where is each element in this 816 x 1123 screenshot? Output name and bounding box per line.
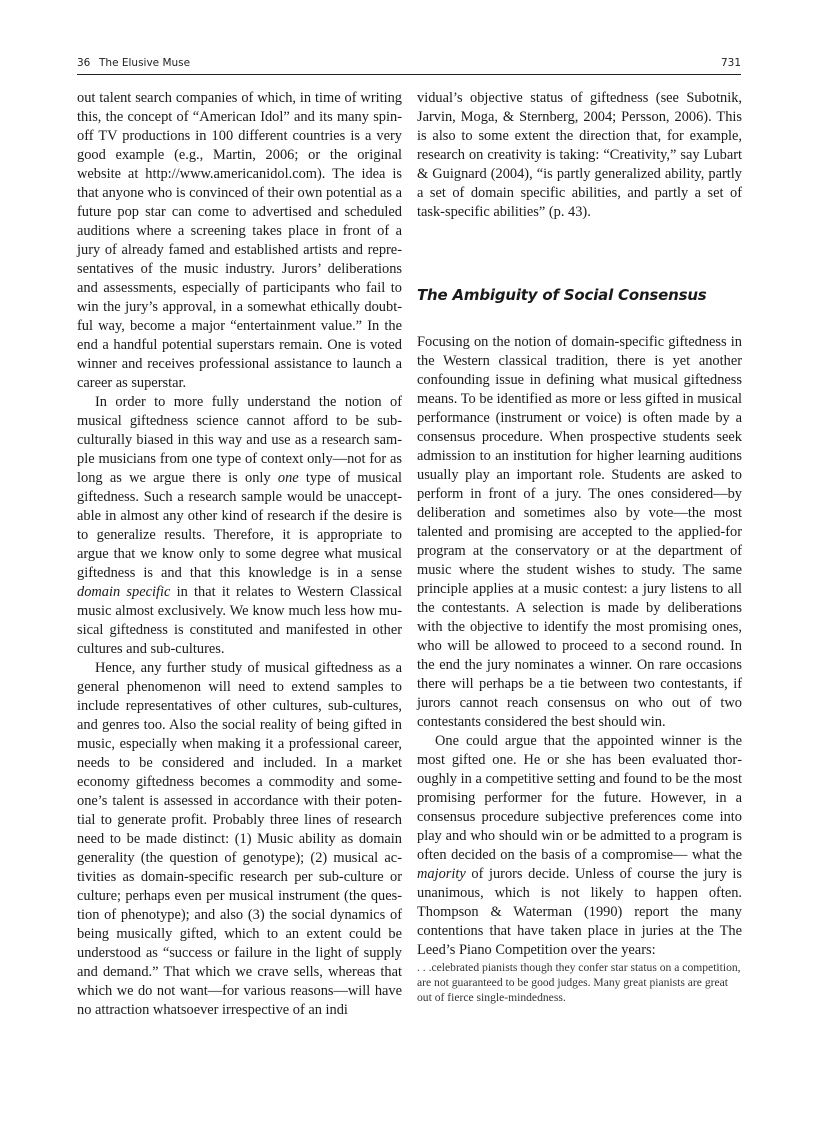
section-heading: The Ambiguity of Social Consensus <box>417 286 707 304</box>
emphasis: one <box>277 470 299 486</box>
paragraph: out talent search companies of which, in time of writing this, the concept of “American Idol” and its many spin-off TV productions in 100 different countries is a very good example (e.g., Martin, 2006; or the original website at http://www.americanidol.com). The idea is that anyone who is convinced of their own potential as a future pop star can come to advertised and scheduled auditions where a screening takes place in front of a jury of already famed and established artists and representatives of the music industry. Jurors’ deliberations and assessments, especially of participants who fail to win the jury’s approval, in a somewhat ethically doubtful way, become a major “entertainment value.” In the end a handful potential superstars remain. One is voted winner and receives professional assistance to launch a career as superstar. <box>77 90 402 391</box>
paragraph: In order to more fully understand the notion of musical giftedness science cannot afford to be subculturally biased in this way and use as a research sample musicians from one type of context only—not for as long as we argue there is only one type of musical giftedness. Such a research sample would be unacceptable in almost any other kind of research if the desire is to generalize results. Therefore, it is appropriate to argue that we know only to some degree what musical giftedness is and that this knowledge is in a sense domain specific in that it relates to Western Classical music almost exclusively. We know much less how musical giftedness is constituted and manifested in other cultures and sub-cultures. <box>77 394 402 657</box>
chapter-title: The Elusive Muse <box>99 57 191 69</box>
emphasis: domain specific <box>77 584 171 600</box>
left-column <box>77 89 402 1020</box>
paragraph: Hence, any further study of musical giftedness as a general phenomenon will need to extend samples to include representatives of other cultures, sub-cultures, and genres too. Also the social reality of being gifted in music, especially when making it a professional career, needs to be considered and included. In a market economy giftedness becomes a commodity and someone’s talent is assessed in accordance with their potential to generate profit. Probably three lines of research need to be made distinct: (1) Music ability as domain generality (the question of genotype); (2) musical activities as domain-specific research per sub-culture or culture; perhaps even per musical instrument (the question of phenotype); and also (3) the social dynamics of being musically gifted, which to an extent could be understood as “success or failure in the light of supply and demand.” That which we crave sells, whereas that which we do not want—for various reasons—will have no attraction whatsoever irrespective of an indi <box>77 660 402 1018</box>
block-quote: . . .celebrated pianists though they confer star status on a competition, are not guaranteed to be good judges. Many great pianists are great out of fierce single-mindedness. <box>417 961 741 1004</box>
paragraph: vidual’s objective status of giftedness (see Subotnik, Jarvin, Moga, & Sternberg, 2004; Persson, 2006). This is also to some extent the direction that, for example, research on creativity is taking: “Creativity,” say Lubart & Guignard (2004), “is partly generalized ability, partly a set of domain specific abilities, and partly a set of task-specific abilities” (p. 43). <box>417 90 742 220</box>
emphasis: majority <box>417 866 466 882</box>
paragraph: One could argue that the appointed winner is the most gifted one. He or she has been evaluated thoroughly in a competitive setting and found to be the most promising performer for the future. However, in a consensus procedure subjective preferences come into play and who should win or be admitted to a program is often decided on the basis of a compromise— what the majority of jurors decide. Unless of course the jury is unanimous, which is not likely to happen often. Thompson & Waterman (1990) report the many contentions that have taken place in juries at the The Leed’s Piano Competition over the years: <box>417 733 742 958</box>
page-number: 731 <box>720 57 741 69</box>
chapter-number: 36 <box>77 57 91 69</box>
right-column <box>417 89 742 1005</box>
running-head <box>77 56 741 75</box>
paragraph: Focusing on the notion of domain-specific giftedness in the Western classical tradition, there is yet another confounding issue in defining what musical giftedness means. To be identified as more or less gifted in musical performance (instrument or voice) is often made by a consensus procedure. When prospective students seek admission to an institution for higher learning auditions usually play an important role. Students are asked to perform in front of a jury. The ones considered—by deliberation and sometimes also by vote—the most talented and promising are accepted to the applied-for program at the conservatory or at the department of music where the student wishes to study. The same principle applies at a music contest: a jury listens to all the contestants. A selection is made by deliberations with the objective to identify the most promising ones, who will be allowed to proceed to a second round. In the end the jury nominates a winner. On rare occasions there will perhaps be a tie between two contestants, if jurors cannot reach consensus on who out of two contestants considered the best should win. <box>417 334 742 730</box>
